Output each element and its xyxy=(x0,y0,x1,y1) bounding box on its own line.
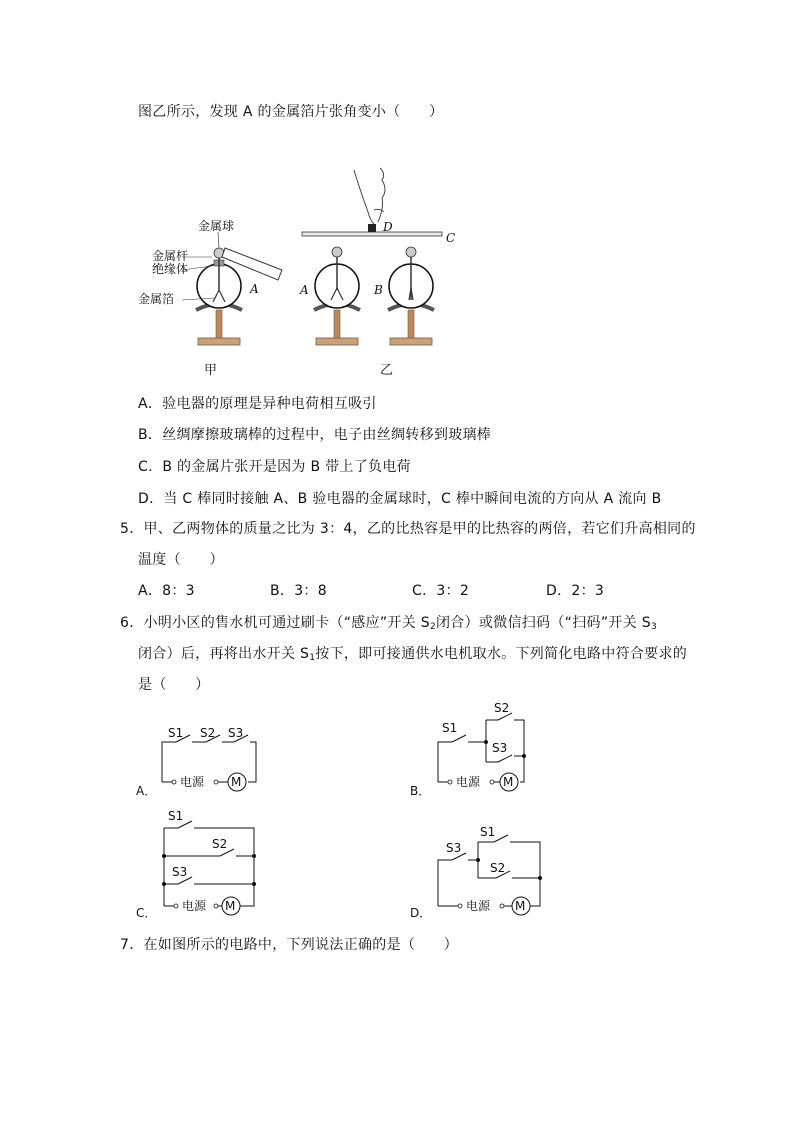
circuit-d-s1: S1 xyxy=(480,825,496,839)
circuit-b-power: 电源 xyxy=(456,775,481,789)
circuit-a-power: 电源 xyxy=(180,775,205,789)
circuit-c-s1: S1 xyxy=(168,809,184,823)
label-a-yi: A xyxy=(300,283,309,297)
q6-line2: 闭合）后，再将出水开关 $S_1$按下，即可接通供水电机取水。下列简化电路中符合要求的 xyxy=(138,646,688,663)
circuit-c-s2: S2 xyxy=(212,837,228,851)
circuit-b xyxy=(410,700,550,802)
q4-option-b: B．丝绸摩擦玻璃棒的过程中，电子由丝绸转移到玻璃棒 xyxy=(138,427,492,443)
q5-option-a: A．8：3 xyxy=(138,583,195,599)
circuit-b-s1: S1 xyxy=(442,721,458,735)
label-a-jia: A xyxy=(250,282,259,296)
q4-option-a: A．验电器的原理是异种电荷相互吸引 xyxy=(138,396,377,412)
q5-option-b: B．3：8 xyxy=(270,583,327,599)
caption-yi: 乙 xyxy=(380,363,394,378)
circuit-a-s1: S1 xyxy=(168,726,184,740)
q5-option-d: D．2：3 xyxy=(546,583,605,599)
q4-option-c: C．B 的金属片张开是因为 B 带上了负电荷 xyxy=(138,459,411,475)
label-b-yi: B xyxy=(374,283,383,297)
q7-text: 7．在如图所示的电路中，下列说法正确的是（ ） xyxy=(120,937,459,953)
circuit-c-motor: M xyxy=(225,899,236,913)
circuit-a-s3: S3 xyxy=(228,726,244,740)
label-rod: 金属杆 xyxy=(152,249,189,263)
electroscope-figure xyxy=(130,160,470,380)
q5-line2: 温度（ ） xyxy=(138,552,224,568)
conductor-rod-c xyxy=(302,168,442,236)
caption-jia: 甲 xyxy=(204,363,218,378)
circuit-a-option: A． xyxy=(136,784,157,798)
label-foil: 金属箔 xyxy=(138,292,175,306)
circuit-c-option: C． xyxy=(136,906,157,920)
electroscope-jia xyxy=(182,232,282,345)
q6-line3: 是（ ） xyxy=(138,677,210,693)
circuit-a-s2: S2 xyxy=(200,726,216,740)
circuit-d xyxy=(410,822,550,920)
circuit-d-power: 电源 xyxy=(466,899,491,913)
circuit-c xyxy=(136,808,276,920)
q5-line1: 5．甲、乙两物体的质量之比为 3：4，乙的比热容是甲的比热容的两倍，若它们升高相同的 xyxy=(120,521,696,537)
circuit-b-motor: M xyxy=(503,775,514,789)
label-c: C xyxy=(446,231,456,245)
circuit-d-s3: S3 xyxy=(446,841,462,855)
circuit-c-power: 电源 xyxy=(182,899,207,913)
circuit-a xyxy=(136,720,276,802)
label-insulator: 绝缘体 xyxy=(152,262,189,276)
electroscope-yi-a xyxy=(314,247,360,345)
circuit-d-motor: M xyxy=(515,899,526,913)
circuit-a-motor: M xyxy=(231,775,242,789)
electroscope-yi-b xyxy=(388,247,434,345)
label-d: D xyxy=(383,220,393,234)
q5-option-c: C．3：2 xyxy=(412,583,470,599)
circuit-c-s3: S3 xyxy=(172,865,188,879)
circuit-d-option: D． xyxy=(410,906,432,920)
q4-stem-tail: 图乙所示，发现 A 的金属箔片张角变小（ ） xyxy=(138,104,444,120)
label-ball: 金属球 xyxy=(198,219,235,233)
circuit-b-s2: S2 xyxy=(494,701,510,715)
q4-option-d: D．当 C 棒同时接触 A、B 验电器的金属球时，C 棒中瞬间电流的方向从 A 流向 B xyxy=(138,491,662,507)
circuit-d-s2: S2 xyxy=(490,861,506,875)
q6-line1: 6．小明小区的售水机可通过刷卡（“感应”开关 $S_2$闭合）或微信扫码（“扫码”开关 $S_3$ xyxy=(120,615,657,632)
circuit-b-s3: S3 xyxy=(492,741,508,755)
circuit-b-option: B． xyxy=(410,784,431,798)
